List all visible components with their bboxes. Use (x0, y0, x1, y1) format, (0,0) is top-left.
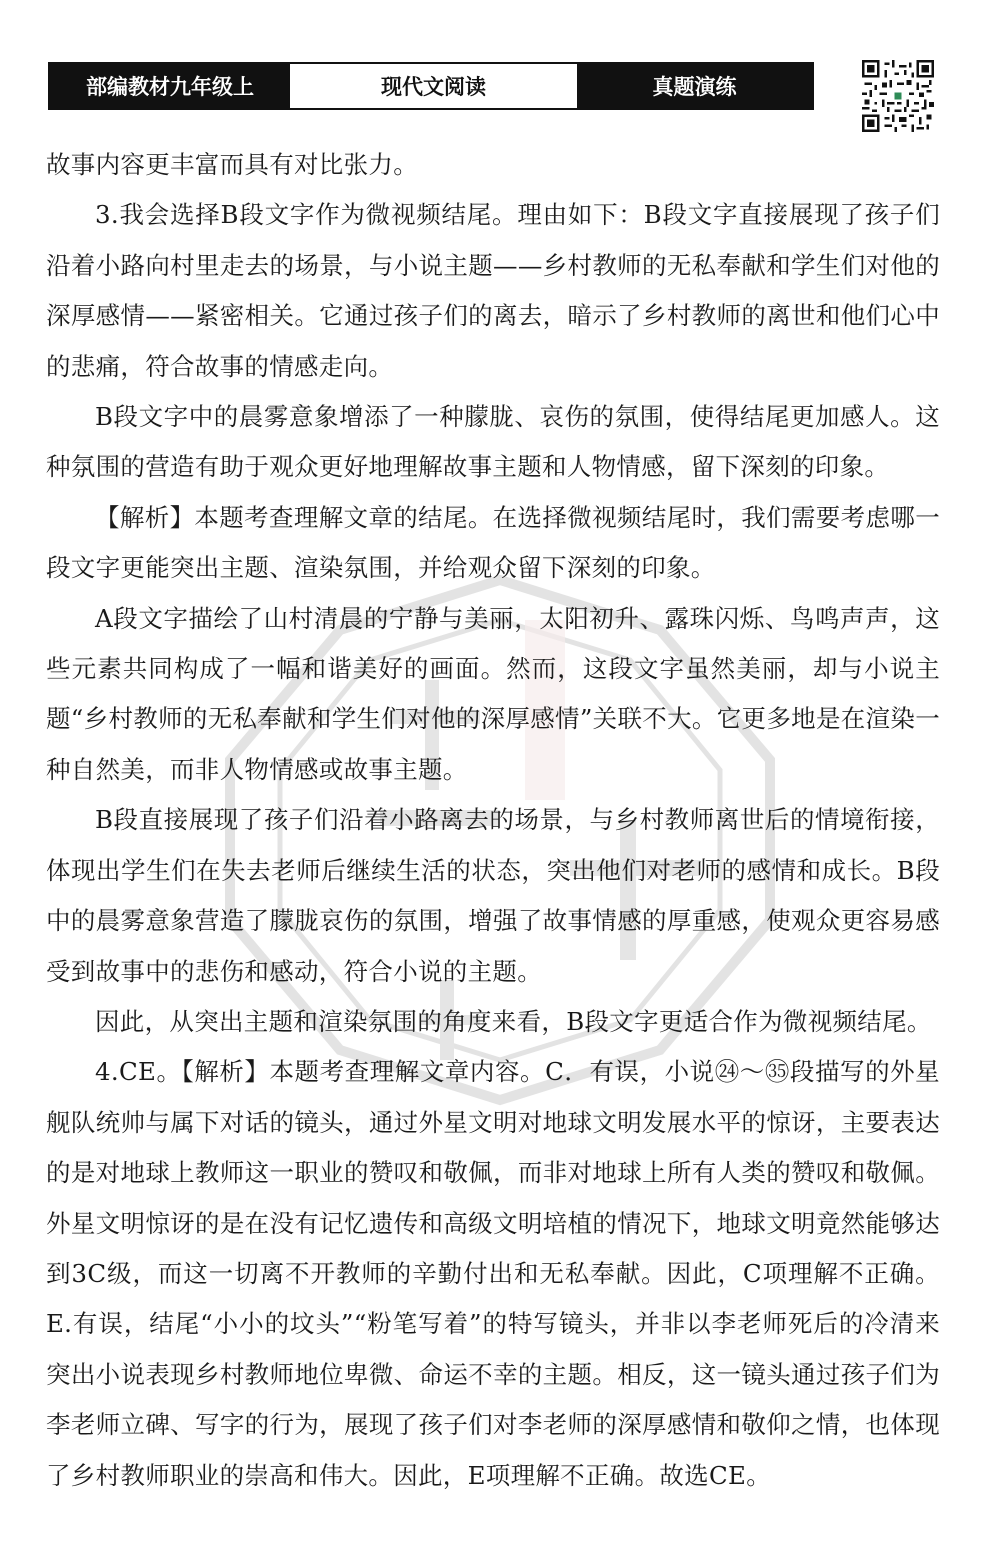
header-grade-label: 部编教材九年级上 (50, 64, 290, 108)
header-section-label: 现代文阅读 (290, 64, 577, 108)
document-body (46, 140, 940, 1501)
header-bar (48, 62, 814, 110)
paragraph-analysis-a: A段文字描绘了山村清晨的宁静与美丽，太阳初升、露珠闪烁、鸟鸣声声，这些元素共同构成了一幅和谐美好的画面。然而，这段文字虽然美丽，却与小说主题“乡村教师的无私奉献和学生们对他的深厚感情”关联不大。它更多地是在渲染一种自然美，而非人物情感或故事主题。 (46, 603, 940, 784)
paragraph-answer-3: 3.我会选择B段文字作为微视频结尾。理由如下：B段文字直接展现了孩子们沿着小路向村里走去的场景，与小说主题——乡村教师的无私奉献和学生们对他的深厚感情——紧密相关。它通过孩子们的离去，暗示了乡村教师的离世和他们心中的悲痛，符合故事的情感走向。 (46, 200, 940, 381)
qr-code-icon (862, 60, 934, 132)
header-practice-label: 真题演练 (577, 64, 812, 108)
paragraph-continuation: 故事内容更丰富而具有对比张力。 (46, 150, 418, 179)
paragraph-answer-4: 4.CE。【解析】本题考查理解文章内容。C．有误，小说㉔～㉟段描写的外星舰队统帅与属下对话的镜头，通过外星文明对地球文明发展水平的惊讶，主要表达的是对地球上教师这一职业的赞叹和敬佩，而非对地球上所有人类的赞叹和敬佩。外星文明惊讶的是在没有记忆遗传和高级文明培植的情况下，地球文明竟然能够达到3C级，而这一切离不开教师的辛勤付出和无私奉献。因此，C项理解不正确。E.有误，结尾“小小的坟头”“粉笔写着”的特写镜头，并非以李老师死后的冷清来突出小说表现乡村教师地位卑微、命运不幸的主题。相反，这一镜头通过孩子们为李老师立碑、写字的行为，展现了孩子们对李老师的深厚感情和敬仰之情，也体现了乡村教师职业的崇高和伟大。因此，E项理解不正确。故选CE。 (46, 1057, 940, 1490)
paragraph-analysis-3: 【解析】本题考查理解文章的结尾。在选择微视频结尾时，我们需要考虑哪一段文字更能突出主题、渲染氛围，并给观众留下深刻的印象。 (46, 502, 940, 583)
paragraph-analysis-b: B段直接展现了孩子们沿着小路离去的场景，与乡村教师离世后的情境衔接，体现出学生们在失去老师后继续生活的状态，突出他们对老师的感情和成长。B段中的晨雾意象营造了朦胧哀伤的氛围，增强了故事情感的厚重感，使观众更容易感受到故事中的悲伤和感动，符合小说的主题。 (46, 805, 940, 986)
paragraph-conclusion-3: 因此，从突出主题和渲染氛围的角度来看，B段文字更适合作为微视频结尾。 (95, 1006, 932, 1036)
paragraph-answer-3-b: B段文字中的晨雾意象增添了一种朦胧、哀伤的氛围，使得结尾更加感人。这种氛围的营造有助于观众更好地理解故事主题和人物情感，留下深刻的印象。 (46, 402, 940, 482)
